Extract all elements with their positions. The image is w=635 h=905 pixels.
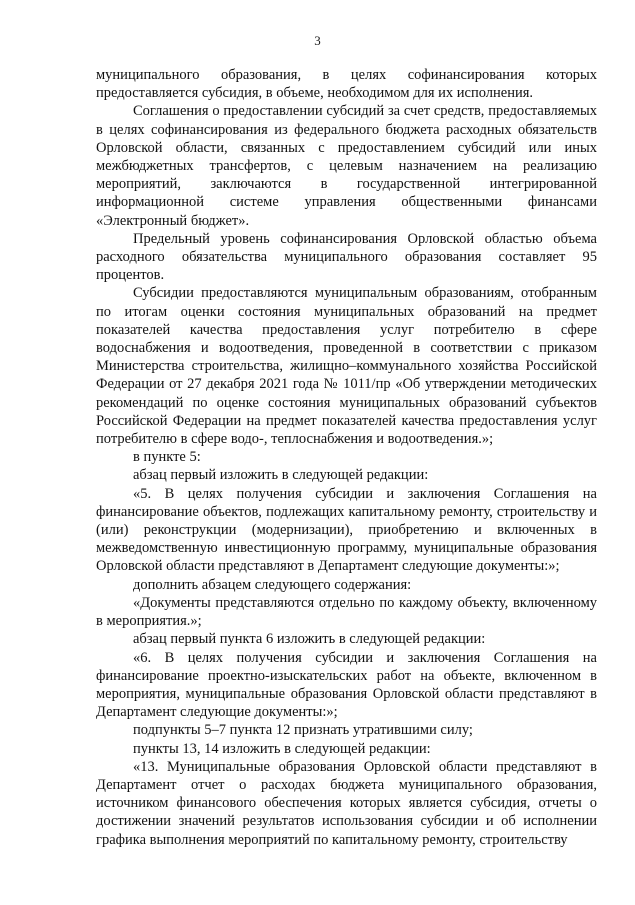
- paragraph: в пункте 5:: [133, 449, 201, 466]
- paragraph: «5. В целях получения субсидии и заключения Соглашения на финансирование объектов, подлежащих капитальному ремонту, строительству и (или) реконструкции (модернизации), приобретению и включенных в межведомственную инвестиционную программу, муниципальные образования Орловской области представляют в Департамент следующие документы:»;: [96, 485, 597, 575]
- document-body: [96, 66, 597, 849]
- paragraph: абзац первый пункта 6 изложить в следующей редакции:: [133, 631, 486, 648]
- paragraph: Предельный уровень софинансирования Орловской областью объема расходного обязательства муниципального образования составляет 95 процентов.: [96, 230, 597, 284]
- paragraph: пункты 13, 14 изложить в следующей редакции:: [133, 740, 431, 757]
- paragraph: дополнить абзацем следующего содержания:: [133, 576, 412, 593]
- paragraph: Соглашения о предоставлении субсидий за счет средств, предоставляемых в целях софинансирования из федерального бюджета расходных обязательств Орловской области, связанных с предоставлением субсидий или иных межбюджетных трансфертов, с целевым назначением на реализацию мероприятий, заключаются в государственной интегрированной информационной системе управления общественными финансами «Электронный бюджет».: [96, 103, 597, 229]
- paragraph: муниципального образования, в целях софинансирования которых предоставляется субсидия, в объеме, необходимом для их исполнения.: [96, 67, 597, 102]
- paragraph: абзац первый изложить в следующей редакции:: [133, 467, 429, 484]
- paragraph: «6. В целях получения субсидии и заключения Соглашения на финансирование проектно-изыскательских работ на объекте, включенном в мероприятия, муниципальные образования Орловской области представляют в Департамент следующие документы:»;: [96, 649, 597, 721]
- paragraph: Субсидии предоставляются муниципальным образованиям, отобранным по итогам оценки состояния муниципальных образований на предмет показателей качества предоставления услуг потребителю в сфере водоснабжения и водоотведения, проведенной в соответствии с приказом Министерства строительства, жилищно–коммунального хозяйства Российской Федерации от 27 декабря 2021 года № 1011/пр «Об утверждении методических рекомендаций по оценке состояния муниципальных образований субъектов Российской Федерации на предмет показателей качества предоставления услуг потребителю в сфере водо-, теплоснабжения и водоотведения.»;: [96, 285, 597, 448]
- paragraph: подпункты 5–7 пункта 12 признать утратившими силу;: [133, 722, 473, 739]
- page-number: 3: [314, 33, 321, 48]
- paragraph: «Документы представляются отдельно по каждому объекту, включенному в мероприятия.»;: [96, 594, 597, 630]
- paragraph: «13. Муниципальные образования Орловской области представляют в Департамент отчет о расходах бюджета муниципального образования, источником финансового обеспечения которых является субсидия, отчеты о достижении значений результатов использования субсидии и об исполнении графика выполнения мероприятий по капитальному ремонту, строительству: [96, 758, 597, 848]
